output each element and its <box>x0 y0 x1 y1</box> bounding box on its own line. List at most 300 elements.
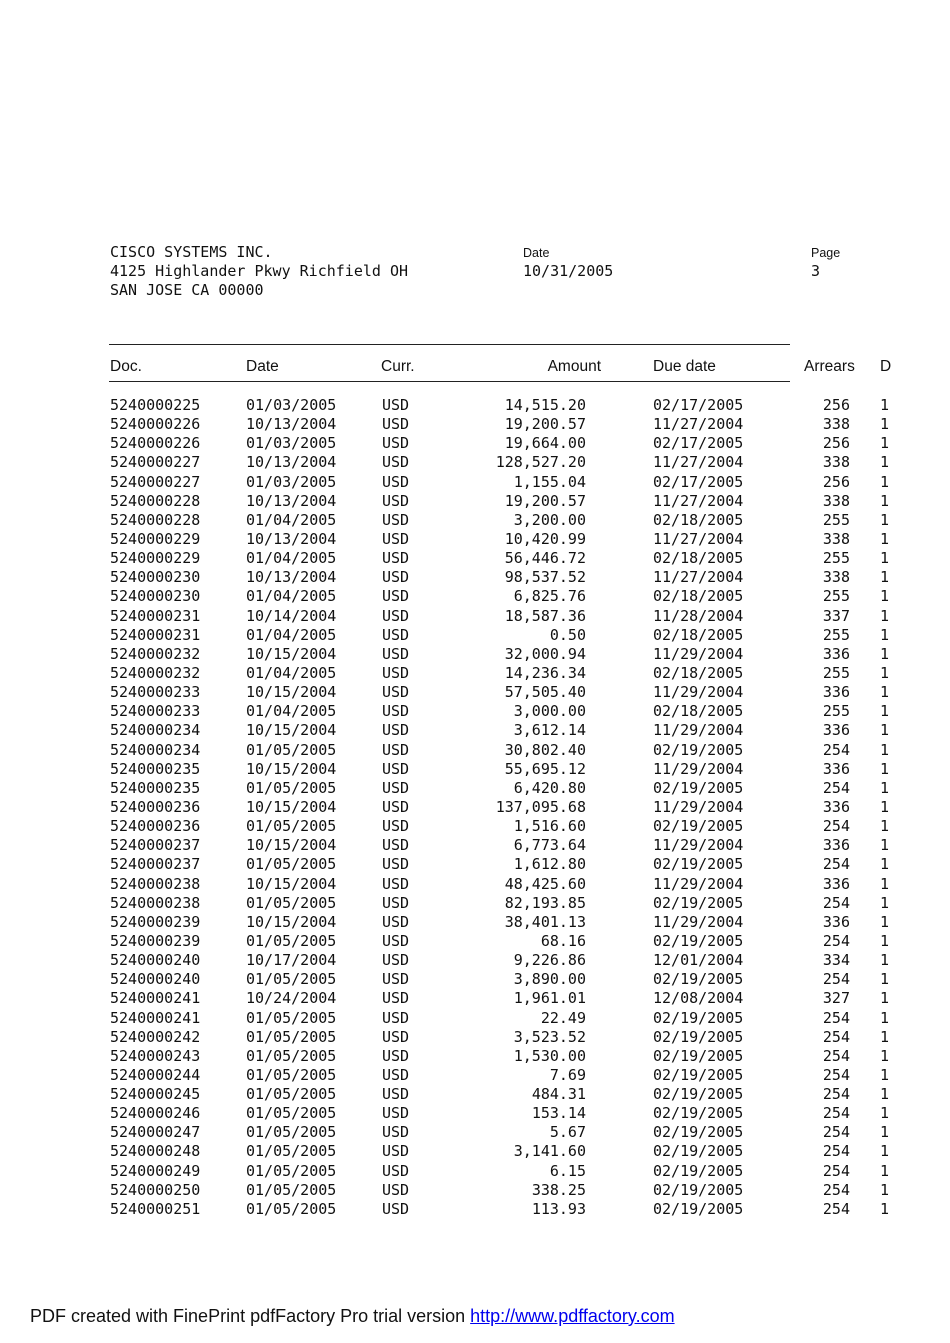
currency: USD <box>382 721 410 740</box>
table-row <box>0 664 950 683</box>
table-row <box>0 932 950 951</box>
doc-number: 5240000228 <box>110 491 201 510</box>
page-number: 3 <box>811 262 821 280</box>
currency: USD <box>382 989 410 1008</box>
document-list <box>0 396 950 1219</box>
doc-number: 5240000233 <box>110 683 201 702</box>
col-header-currency: Curr. <box>381 358 415 375</box>
amount: 1,516.60 <box>513 817 586 836</box>
amount: 18,587.36 <box>504 606 586 625</box>
arrears-days: 254 <box>822 1085 850 1104</box>
doc-number: 5240000240 <box>110 951 201 970</box>
currency: USD <box>382 491 410 510</box>
currency: USD <box>382 1027 410 1046</box>
table-row <box>0 626 950 645</box>
due-date: 02/19/2005 <box>653 1142 744 1161</box>
arrears-days: 338 <box>822 415 850 434</box>
doc-date: 01/05/2005 <box>246 1104 337 1123</box>
due-date: 02/18/2005 <box>653 625 744 644</box>
due-date: 02/18/2005 <box>653 549 744 568</box>
amount: 10,420.99 <box>504 529 586 548</box>
arrears-days: 255 <box>822 625 850 644</box>
due-date: 11/29/2004 <box>653 797 744 816</box>
due-date: 11/27/2004 <box>653 568 744 587</box>
table-row <box>0 951 950 970</box>
doc-number: 5240000228 <box>110 510 201 529</box>
arrears-days: 255 <box>822 663 850 682</box>
due-date: 11/29/2004 <box>653 721 744 740</box>
table-row <box>0 1066 950 1085</box>
company-name: CISCO SYSTEMS INC. <box>110 243 273 261</box>
doc-number: 5240000234 <box>110 721 201 740</box>
doc-date: 01/05/2005 <box>246 1161 337 1180</box>
d-value: 1 <box>880 1065 890 1084</box>
currency: USD <box>382 1142 410 1161</box>
arrears-days: 255 <box>822 510 850 529</box>
doc-date: 01/05/2005 <box>246 893 337 912</box>
currency: USD <box>382 797 410 816</box>
doc-date: 01/05/2005 <box>246 1142 337 1161</box>
page-label: Page <box>811 246 841 260</box>
arrears-days: 254 <box>822 931 850 950</box>
table-row <box>0 549 950 568</box>
doc-number: 5240000235 <box>110 759 201 778</box>
due-date: 02/19/2005 <box>653 1008 744 1027</box>
currency: USD <box>382 529 410 548</box>
company-address-line1: 4125 Highlander Pkwy Richfield OH <box>110 262 409 280</box>
doc-number: 5240000249 <box>110 1161 201 1180</box>
doc-date: 01/05/2005 <box>246 970 337 989</box>
amount: 3,000.00 <box>513 702 586 721</box>
doc-date: 10/15/2004 <box>246 644 337 663</box>
currency: USD <box>382 453 410 472</box>
due-date: 02/19/2005 <box>653 1085 744 1104</box>
arrears-days: 337 <box>822 606 850 625</box>
d-value: 1 <box>880 453 890 472</box>
table-row <box>0 530 950 549</box>
doc-number: 5240000227 <box>110 472 201 491</box>
doc-number: 5240000239 <box>110 931 201 950</box>
arrears-days: 254 <box>822 817 850 836</box>
header-rule-bottom <box>109 381 790 382</box>
due-date: 02/17/2005 <box>653 434 744 453</box>
amount: 57,505.40 <box>504 683 586 702</box>
table-row <box>0 817 950 836</box>
amount: 7.69 <box>549 1065 586 1084</box>
due-date: 02/19/2005 <box>653 893 744 912</box>
currency: USD <box>382 644 410 663</box>
doc-number: 5240000235 <box>110 778 201 797</box>
doc-date: 01/05/2005 <box>246 931 337 950</box>
doc-number: 5240000240 <box>110 970 201 989</box>
table-row <box>0 1047 950 1066</box>
due-date: 02/19/2005 <box>653 1199 744 1218</box>
d-value: 1 <box>880 702 890 721</box>
d-value: 1 <box>880 893 890 912</box>
table-row <box>0 434 950 453</box>
due-date: 11/29/2004 <box>653 683 744 702</box>
doc-number: 5240000226 <box>110 415 201 434</box>
col-header-doc: Doc. <box>110 358 142 375</box>
doc-number: 5240000225 <box>110 396 201 414</box>
doc-date: 01/05/2005 <box>246 778 337 797</box>
due-date: 12/01/2004 <box>653 951 744 970</box>
doc-date: 10/24/2004 <box>246 989 337 1008</box>
col-header-date: Date <box>246 358 279 375</box>
doc-number: 5240000248 <box>110 1142 201 1161</box>
currency: USD <box>382 817 410 836</box>
pdf-footer <box>30 1306 675 1327</box>
doc-date: 10/15/2004 <box>246 683 337 702</box>
amount: 113.93 <box>531 1199 586 1218</box>
arrears-days: 254 <box>822 1104 850 1123</box>
due-date: 02/19/2005 <box>653 740 744 759</box>
amount: 128,527.20 <box>495 453 586 472</box>
doc-date: 01/05/2005 <box>246 740 337 759</box>
doc-number: 5240000238 <box>110 874 201 893</box>
doc-number: 5240000237 <box>110 836 201 855</box>
doc-date: 10/13/2004 <box>246 453 337 472</box>
table-row <box>0 645 950 664</box>
currency: USD <box>382 893 410 912</box>
doc-number: 5240000246 <box>110 1104 201 1123</box>
due-date: 12/08/2004 <box>653 989 744 1008</box>
currency: USD <box>382 759 410 778</box>
amount: 48,425.60 <box>504 874 586 893</box>
currency: USD <box>382 1161 410 1180</box>
d-value: 1 <box>880 970 890 989</box>
table-row <box>0 396 950 415</box>
doc-number: 5240000243 <box>110 1046 201 1065</box>
doc-number: 5240000227 <box>110 453 201 472</box>
due-date: 02/19/2005 <box>653 970 744 989</box>
col-header-amount: Amount <box>547 358 601 375</box>
arrears-days: 336 <box>822 644 850 663</box>
arrears-days: 254 <box>822 1008 850 1027</box>
due-date: 02/17/2005 <box>653 396 744 414</box>
amount: 68.16 <box>540 931 586 950</box>
d-value: 1 <box>880 912 890 931</box>
arrears-days: 338 <box>822 491 850 510</box>
d-value: 1 <box>880 817 890 836</box>
d-value: 1 <box>880 434 890 453</box>
arrears-days: 327 <box>822 989 850 1008</box>
arrears-days: 254 <box>822 740 850 759</box>
table-row <box>0 741 950 760</box>
currency: USD <box>382 855 410 874</box>
amount: 19,664.00 <box>504 434 586 453</box>
doc-date: 10/15/2004 <box>246 759 337 778</box>
currency: USD <box>382 606 410 625</box>
table-row <box>0 970 950 989</box>
doc-number: 5240000247 <box>110 1123 201 1142</box>
amount: 5.67 <box>549 1123 586 1142</box>
d-value: 1 <box>880 1161 890 1180</box>
table-row <box>0 855 950 874</box>
arrears-days: 254 <box>822 1199 850 1218</box>
d-value: 1 <box>880 836 890 855</box>
arrears-days: 336 <box>822 836 850 855</box>
table-row <box>0 587 950 606</box>
d-value: 1 <box>880 951 890 970</box>
currency: USD <box>382 683 410 702</box>
currency: USD <box>382 778 410 797</box>
d-value: 1 <box>880 989 890 1008</box>
amount: 38,401.13 <box>504 912 586 931</box>
currency: USD <box>382 1104 410 1123</box>
arrears-days: 338 <box>822 453 850 472</box>
d-value: 1 <box>880 1142 890 1161</box>
doc-date: 01/03/2005 <box>246 472 337 491</box>
doc-date: 01/05/2005 <box>246 855 337 874</box>
d-value: 1 <box>880 529 890 548</box>
d-value: 1 <box>880 1123 890 1142</box>
doc-date: 10/15/2004 <box>246 721 337 740</box>
currency: USD <box>382 568 410 587</box>
currency: USD <box>382 472 410 491</box>
due-date: 02/18/2005 <box>653 587 744 606</box>
arrears-days: 254 <box>822 970 850 989</box>
col-header-d: D <box>880 358 892 375</box>
arrears-days: 256 <box>822 396 850 414</box>
doc-date: 10/15/2004 <box>246 836 337 855</box>
doc-number: 5240000229 <box>110 549 201 568</box>
currency: USD <box>382 415 410 434</box>
due-date: 02/19/2005 <box>653 778 744 797</box>
amount: 14,515.20 <box>504 396 586 414</box>
d-value: 1 <box>880 472 890 491</box>
d-value: 1 <box>880 855 890 874</box>
currency: USD <box>382 970 410 989</box>
doc-date: 10/13/2004 <box>246 568 337 587</box>
d-value: 1 <box>880 931 890 950</box>
amount: 6,420.80 <box>513 778 586 797</box>
doc-date: 01/04/2005 <box>246 587 337 606</box>
doc-number: 5240000237 <box>110 855 201 874</box>
due-date: 11/27/2004 <box>653 453 744 472</box>
doc-number: 5240000250 <box>110 1180 201 1199</box>
doc-date: 01/04/2005 <box>246 625 337 644</box>
col-header-due-date: Due date <box>653 358 716 375</box>
table-row <box>0 568 950 587</box>
doc-number: 5240000232 <box>110 644 201 663</box>
doc-date: 01/05/2005 <box>246 817 337 836</box>
doc-date: 01/04/2005 <box>246 702 337 721</box>
table-row <box>0 683 950 702</box>
doc-date: 01/05/2005 <box>246 1180 337 1199</box>
arrears-days: 254 <box>822 1180 850 1199</box>
doc-number: 5240000245 <box>110 1085 201 1104</box>
d-value: 1 <box>880 797 890 816</box>
amount: 6,825.76 <box>513 587 586 606</box>
doc-date: 01/03/2005 <box>246 434 337 453</box>
table-row <box>0 1028 950 1047</box>
due-date: 02/19/2005 <box>653 1123 744 1142</box>
table-row <box>0 1162 950 1181</box>
d-value: 1 <box>880 1180 890 1199</box>
due-date: 02/19/2005 <box>653 1065 744 1084</box>
doc-date: 01/05/2005 <box>246 1199 337 1218</box>
due-date: 11/29/2004 <box>653 759 744 778</box>
table-row <box>0 1142 950 1161</box>
amount: 98,537.52 <box>504 568 586 587</box>
doc-number: 5240000236 <box>110 797 201 816</box>
currency: USD <box>382 1123 410 1142</box>
amount: 338.25 <box>531 1180 586 1199</box>
amount: 1,530.00 <box>513 1046 586 1065</box>
amount: 19,200.57 <box>504 415 586 434</box>
d-value: 1 <box>880 1085 890 1104</box>
currency: USD <box>382 1085 410 1104</box>
arrears-days: 336 <box>822 874 850 893</box>
doc-date: 01/03/2005 <box>246 396 337 414</box>
d-value: 1 <box>880 606 890 625</box>
doc-number: 5240000241 <box>110 1008 201 1027</box>
due-date: 02/19/2005 <box>653 1180 744 1199</box>
arrears-days: 255 <box>822 587 850 606</box>
arrears-days: 336 <box>822 912 850 931</box>
currency: USD <box>382 951 410 970</box>
table-row <box>0 607 950 626</box>
due-date: 02/17/2005 <box>653 472 744 491</box>
doc-date: 10/13/2004 <box>246 529 337 548</box>
d-value: 1 <box>880 683 890 702</box>
due-date: 02/18/2005 <box>653 702 744 721</box>
table-row <box>0 1104 950 1123</box>
amount: 6,773.64 <box>513 836 586 855</box>
currency: USD <box>382 1180 410 1199</box>
doc-date: 01/05/2005 <box>246 1085 337 1104</box>
d-value: 1 <box>880 510 890 529</box>
amount: 9,226.86 <box>513 951 586 970</box>
doc-number: 5240000242 <box>110 1027 201 1046</box>
doc-date: 01/05/2005 <box>246 1008 337 1027</box>
doc-number: 5240000236 <box>110 817 201 836</box>
d-value: 1 <box>880 663 890 682</box>
d-value: 1 <box>880 740 890 759</box>
arrears-days: 338 <box>822 568 850 587</box>
arrears-days: 254 <box>822 1065 850 1084</box>
amount: 3,890.00 <box>513 970 586 989</box>
arrears-days: 254 <box>822 1123 850 1142</box>
table-row <box>0 453 950 472</box>
d-value: 1 <box>880 1104 890 1123</box>
table-row <box>0 492 950 511</box>
d-value: 1 <box>880 491 890 510</box>
doc-date: 01/04/2005 <box>246 549 337 568</box>
table-row <box>0 511 950 530</box>
arrears-days: 336 <box>822 683 850 702</box>
due-date: 02/19/2005 <box>653 1027 744 1046</box>
currency: USD <box>382 510 410 529</box>
due-date: 02/19/2005 <box>653 1046 744 1065</box>
doc-number: 5240000234 <box>110 740 201 759</box>
arrears-days: 254 <box>822 1046 850 1065</box>
d-value: 1 <box>880 721 890 740</box>
currency: USD <box>382 663 410 682</box>
doc-number: 5240000229 <box>110 529 201 548</box>
due-date: 02/19/2005 <box>653 931 744 950</box>
currency: USD <box>382 912 410 931</box>
doc-number: 5240000232 <box>110 663 201 682</box>
d-value: 1 <box>880 415 890 434</box>
due-date: 02/19/2005 <box>653 817 744 836</box>
d-value: 1 <box>880 587 890 606</box>
table-row <box>0 779 950 798</box>
currency: USD <box>382 1199 410 1218</box>
table-row <box>0 875 950 894</box>
doc-number: 5240000226 <box>110 434 201 453</box>
due-date: 02/18/2005 <box>653 510 744 529</box>
amount: 32,000.94 <box>504 644 586 663</box>
d-value: 1 <box>880 625 890 644</box>
amount: 22.49 <box>540 1008 586 1027</box>
due-date: 11/29/2004 <box>653 912 744 931</box>
table-row <box>0 702 950 721</box>
amount: 1,961.01 <box>513 989 586 1008</box>
table-row <box>0 760 950 779</box>
table-row <box>0 894 950 913</box>
doc-date: 10/13/2004 <box>246 415 337 434</box>
amount: 6.15 <box>549 1161 586 1180</box>
d-value: 1 <box>880 1199 890 1218</box>
amount: 153.14 <box>531 1104 586 1123</box>
report-date: 10/31/2005 <box>523 262 614 280</box>
arrears-days: 254 <box>822 893 850 912</box>
d-value: 1 <box>880 1046 890 1065</box>
arrears-days: 336 <box>822 759 850 778</box>
table-row <box>0 721 950 740</box>
d-value: 1 <box>880 874 890 893</box>
due-date: 11/27/2004 <box>653 491 744 510</box>
arrears-days: 254 <box>822 1161 850 1180</box>
col-header-arrears: Arrears <box>804 358 855 375</box>
currency: USD <box>382 1046 410 1065</box>
amount: 0.50 <box>549 625 586 644</box>
amount: 484.31 <box>531 1085 586 1104</box>
table-row <box>0 836 950 855</box>
doc-date: 01/05/2005 <box>246 1046 337 1065</box>
due-date: 11/29/2004 <box>653 874 744 893</box>
arrears-days: 254 <box>822 1142 850 1161</box>
table-row <box>0 1123 950 1142</box>
doc-number: 5240000231 <box>110 606 201 625</box>
footer-link[interactable]: http://www.pdffactory.com <box>470 1306 675 1326</box>
due-date: 11/28/2004 <box>653 606 744 625</box>
d-value: 1 <box>880 396 890 414</box>
arrears-days: 254 <box>822 778 850 797</box>
doc-number: 5240000244 <box>110 1065 201 1084</box>
amount: 1,612.80 <box>513 855 586 874</box>
d-value: 1 <box>880 1008 890 1027</box>
table-row <box>0 415 950 434</box>
arrears-days: 336 <box>822 797 850 816</box>
doc-number: 5240000238 <box>110 893 201 912</box>
header-rule-top <box>109 344 790 345</box>
arrears-days: 254 <box>822 1027 850 1046</box>
table-row <box>0 1009 950 1028</box>
due-date: 11/27/2004 <box>653 529 744 548</box>
currency: USD <box>382 587 410 606</box>
arrears-days: 254 <box>822 855 850 874</box>
doc-number: 5240000233 <box>110 702 201 721</box>
doc-number: 5240000241 <box>110 989 201 1008</box>
due-date: 11/29/2004 <box>653 644 744 663</box>
doc-date: 10/17/2004 <box>246 951 337 970</box>
table-row <box>0 1085 950 1104</box>
doc-number: 5240000251 <box>110 1199 201 1218</box>
amount: 82,193.85 <box>504 893 586 912</box>
